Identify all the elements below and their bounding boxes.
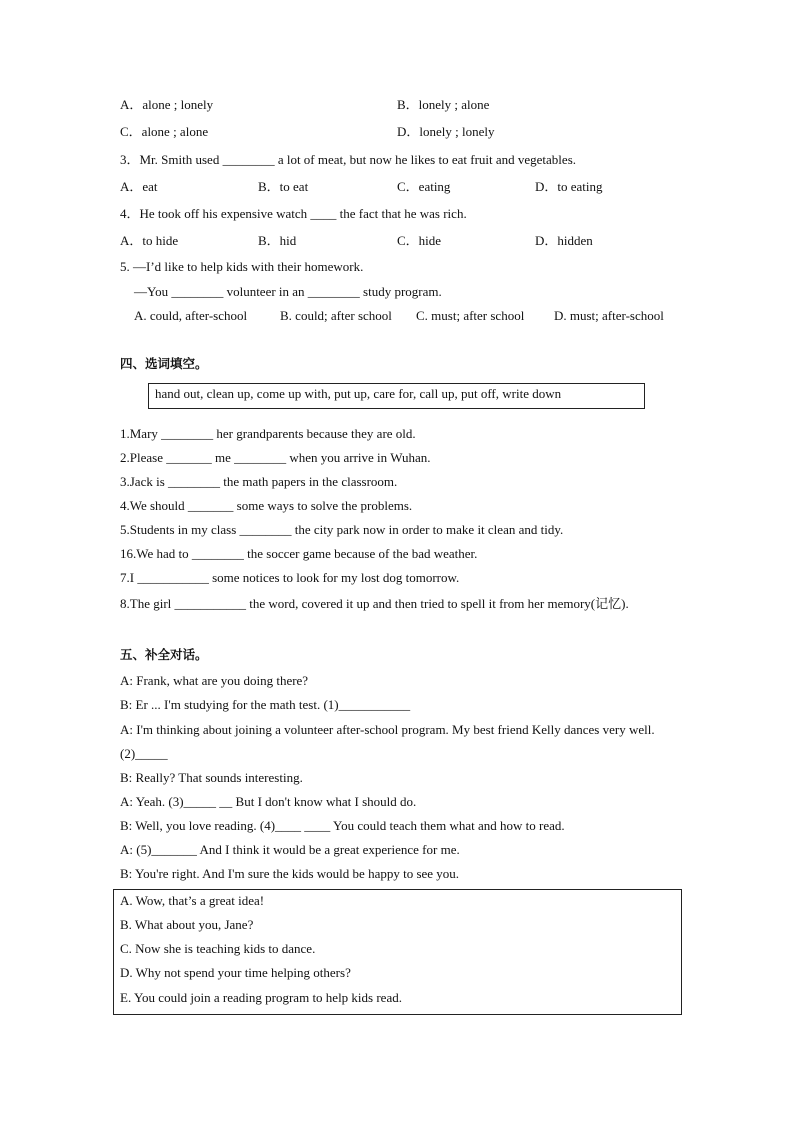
fill-item-6: 16.We had to ________ the soccer game because of the bad weather.	[120, 546, 478, 561]
fill-item-5: 5.Students in my class ________ the city park now in order to make it clean and tidy.	[120, 522, 564, 537]
section5-heading: 五、补全对话。	[120, 647, 208, 662]
q3-stem: 3．Mr. Smith used ________ a lot of meat, but now he likes to eat fruit and vegetables.	[120, 152, 577, 167]
fill-item-4: 4.We should _______ some ways to solve the problems.	[120, 498, 413, 513]
q3-option-b: B．to eat	[258, 179, 309, 194]
dialogue-line-8: A: (5)_______ And I think it would be a great experience for me.	[120, 842, 460, 857]
q4-option-d: D．hidden	[535, 233, 593, 248]
fill-item-3: 3.Jack is ________ the math papers in the classroom.	[120, 474, 398, 489]
dialogue-line-9: B: You're right. And I'm sure the kids would be happy to see you.	[120, 866, 460, 881]
q3-option-c: C．eating	[397, 179, 451, 194]
dialogue-line-2: B: Er ... I'm studying for the math test. (1)___________	[120, 697, 411, 712]
choice-c: C. Now she is teaching kids to dance.	[120, 941, 316, 956]
dialogue-line-5: B: Really? That sounds interesting.	[120, 770, 303, 785]
fill-item-8: 8.The girl ___________ the word, covered it up and then tried to spell it from her memory(记忆).	[120, 596, 629, 611]
q3-option-a: A．eat	[120, 179, 158, 194]
q5-option-b: B. could; after school	[280, 308, 392, 323]
q2-option-d: D．lonely ; lonely	[397, 124, 495, 139]
q3-option-d: D．to eating	[535, 179, 603, 194]
dialogue-line-6: A: Yeah. (3)_____ __ But I don't know what I should do.	[120, 794, 417, 809]
q2-option-b: B．lonely ; alone	[397, 97, 490, 112]
q4-option-c: C．hide	[397, 233, 442, 248]
dialogue-choices-box	[113, 889, 682, 1015]
word-bank-text: hand out, clean up, come up with, put up, care for, call up, put off, write down	[155, 386, 562, 401]
dialogue-line-1: A: Frank, what are you doing there?	[120, 673, 309, 688]
fill-item-7: 7.I ___________ some notices to look for my lost dog tomorrow.	[120, 570, 460, 585]
q5-option-c: C. must; after school	[416, 308, 525, 323]
q4-stem: 4．He took off his expensive watch ____ the fact that he was rich.	[120, 206, 467, 221]
choice-b: B. What about you, Jane?	[120, 917, 254, 932]
q4-option-b: B．hid	[258, 233, 297, 248]
q5-line-1: 5. —I’d like to help kids with their homework.	[120, 259, 364, 274]
dialogue-line-3: A: I'm thinking about joining a volunteer after-school program. My best friend Kelly dances very well.	[120, 722, 655, 737]
dialogue-line-4: (2)_____	[120, 746, 168, 761]
q4-option-a: A．to hide	[120, 233, 179, 248]
word-bank-box	[148, 383, 645, 409]
q5-option-a: A. could, after-school	[134, 308, 248, 323]
q5-option-d: D. must; after-school	[554, 308, 664, 323]
q2-option-a: A．alone ; lonely	[120, 97, 214, 112]
dialogue-line-7: B: Well, you love reading. (4)____ ____ You could teach them what and how to read.	[120, 818, 565, 833]
choice-d: D. Why not spend your time helping others?	[120, 965, 351, 980]
choice-e: E. You could join a reading program to help kids read.	[120, 990, 402, 1005]
fill-item-1: 1.Mary ________ her grandparents because they are old.	[120, 426, 416, 441]
fill-item-2: 2.Please _______ me ________ when you arrive in Wuhan.	[120, 450, 431, 465]
q5-line-2: —You ________ volunteer in an ________ study program.	[134, 284, 442, 299]
choice-a: A. Wow, that’s a great idea!	[120, 893, 265, 908]
q2-option-c: C．alone ; alone	[120, 124, 209, 139]
section4-heading: 四、选词填空。	[120, 356, 208, 371]
